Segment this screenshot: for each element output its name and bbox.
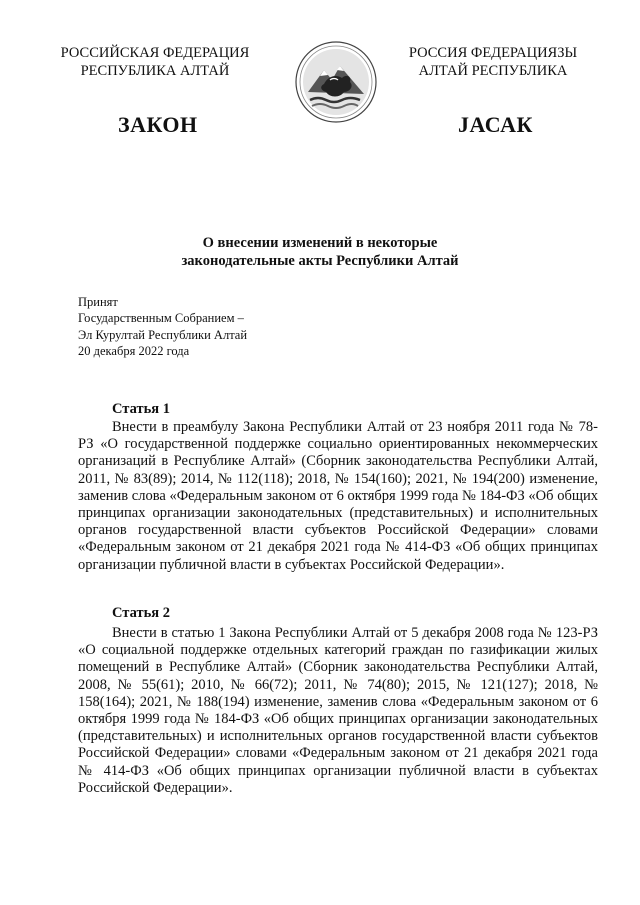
document-title [0,234,640,270]
emblem-icon [294,40,378,124]
document-title-line2: законодательные акты Республики Алтай [181,253,459,269]
adoption-line1: Принят [78,295,118,309]
adoption-line2: Государственным Собранием – [78,311,244,326]
article-1-heading: Статья 1 [112,401,170,417]
header-left [50,44,260,80]
article-2-text: Внести в статью 1 Закона Республики Алтай от 5 декабря 2008 года № 123-РЗ «О социальной поддержке отдельных категорий граждан по газификации жилых помещений в Республике Алтай» (Сборник законодательства Республики Алтай, 2008, № 55(61); 2010, № 66(72); 2011, № 74(80); 2015, № 121(127); 2018, № 158(164); 2021, № 188(194) изменение, заменив слова «Федеральным законом от 6 октября 1999 года № 184-ФЗ «Об общих принципах организации законодательных (представительных) и исполнительных органов государственной власти субъектов Российской Федерации» словами «Федеральным законом от 21 декабря 2021 года № 414-ФЗ «Об общих принципах организации публичной власти в субъектах Российской Федерации». [78,625,598,796]
header-left-line2: РЕСПУБЛИКА АЛТАЙ [80,63,230,79]
header-right-line2: АЛТАЙ РЕСПУБЛИКА [418,63,568,79]
header-right [388,44,598,80]
law-title-russian: ЗАКОН [118,112,198,137]
adoption-line3: Эл Курултай Республики Алтай [78,327,248,342]
article-1-text: Внести в преамбулу Закона Республики Алтай от 23 ноября 2011 года № 78-РЗ «О государственной поддержке социально ориентированных некоммерческих организаций в Республике Алтай» (Сборник законодательства Республики Алтай, 2011, № 83(89); 2014, № 112(118); 2018, № 154(160); 2021, № 194(200) изменение, заменив слова «Федеральным законом от 6 октября 1999 года № 184-ФЗ «Об общих принципах организации законодательных (представительных) и исполнительных органов государственной власти субъектов Российской Федерации» словами «Федеральным законом от 21 декабря 2021 года № 414-ФЗ «Об общих принципах организации публичной власти в субъектах Российской Федерации». [78,419,598,573]
law-title-altai: ЈАСАК [458,112,533,137]
adoption-info [78,294,247,360]
header-left-line1: РОССИЙСКАЯ ФЕДЕРАЦИЯ [60,45,250,61]
article-2-heading: Статья 2 [112,605,170,621]
header-right-line1: РОССИЯ ФЕДЕРАЦИЯЗЫ [408,45,578,61]
adoption-date: 20 декабря 2022 года [78,344,190,359]
document-title-line1: О внесении изменений в некоторые [202,235,438,251]
